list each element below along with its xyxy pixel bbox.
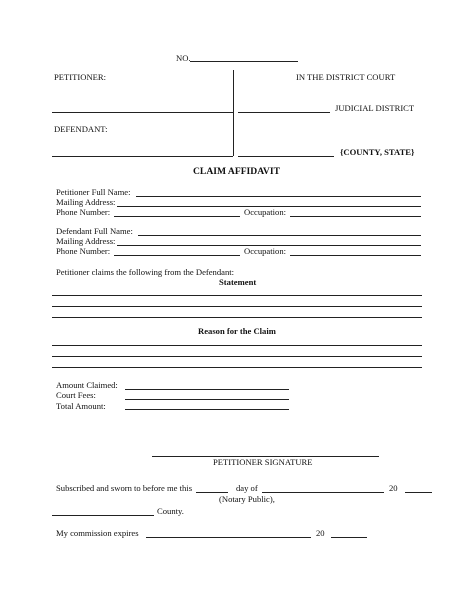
reason-heading: Reason for the Claim [198, 326, 276, 336]
county-field[interactable] [52, 515, 154, 516]
reason-line[interactable] [52, 345, 422, 346]
petitioner-occupation-label: Occupation: [244, 207, 286, 217]
statement-line[interactable] [52, 306, 422, 307]
petitioner-caption-field[interactable] [52, 112, 233, 113]
defendant-occupation-field[interactable] [290, 255, 421, 256]
defendant-caption-label: DEFENDANT: [54, 124, 108, 134]
petitioner-phone-label: Phone Number: [56, 207, 111, 217]
defendant-mailing-address-label: Mailing Address: [56, 236, 116, 246]
statement-line[interactable] [52, 295, 422, 296]
day-of-label: day of [236, 483, 258, 493]
commission-date-field[interactable] [146, 537, 311, 538]
year-prefix-label: 20 [389, 483, 398, 493]
reason-line[interactable] [52, 367, 422, 368]
petitioner-mailing-address-label: Mailing Address: [56, 197, 116, 207]
sworn-month-field[interactable] [262, 492, 384, 493]
case-number-label: NO. [176, 53, 191, 63]
statement-line[interactable] [52, 317, 422, 318]
sworn-text: Subscribed and sworn to before me this [56, 483, 193, 493]
court-label: IN THE DISTRICT COURT [296, 72, 396, 82]
judicial-district-field[interactable] [238, 112, 330, 113]
caption-divider [233, 70, 234, 156]
defendant-full-name-label: Defendant Full Name: [56, 226, 133, 236]
petitioner-occupation-field[interactable] [290, 216, 421, 217]
county-state-label: {COUNTY, STATE} [340, 147, 415, 157]
petitioner-phone-field[interactable] [114, 216, 240, 217]
petitioner-full-name-field[interactable] [136, 196, 421, 197]
total-amount-label: Total Amount: [56, 401, 106, 411]
statement-heading: Statement [219, 277, 257, 287]
petitioner-signature-label: PETITIONER SIGNATURE [213, 457, 313, 467]
reason-line[interactable] [52, 356, 422, 357]
commission-text: My commission expires [56, 528, 139, 538]
petitioner-caption-label: PETITIONER: [54, 72, 107, 82]
amount-claimed-field[interactable] [125, 389, 289, 390]
defendant-phone-field[interactable] [114, 255, 240, 256]
amount-claimed-label: Amount Claimed: [56, 380, 118, 390]
county-label: County. [157, 506, 184, 516]
sworn-year-field[interactable] [405, 492, 432, 493]
notary-public-label: (Notary Public), [219, 494, 275, 504]
commission-year-field[interactable] [331, 537, 367, 538]
sworn-day-field[interactable] [196, 492, 228, 493]
defendant-caption-field[interactable] [52, 156, 233, 157]
court-fees-field[interactable] [125, 399, 289, 400]
county-state-field[interactable] [238, 156, 334, 157]
total-amount-field[interactable] [125, 409, 289, 410]
defendant-occupation-label: Occupation: [244, 246, 286, 256]
judicial-district-label: JUDICIAL DISTRICT [335, 103, 415, 113]
defendant-full-name-field[interactable] [138, 235, 421, 236]
case-number-field[interactable] [190, 61, 298, 62]
page-title: CLAIM AFFIDAVIT [193, 166, 280, 177]
court-fees-label: Court Fees: [56, 390, 96, 400]
defendant-phone-label: Phone Number: [56, 246, 111, 256]
claims-intro-text: Petitioner claims the following from the Defendant: [56, 267, 235, 277]
commission-year-prefix-label: 20 [316, 528, 325, 538]
petitioner-full-name-label: Petitioner Full Name: [56, 187, 131, 197]
